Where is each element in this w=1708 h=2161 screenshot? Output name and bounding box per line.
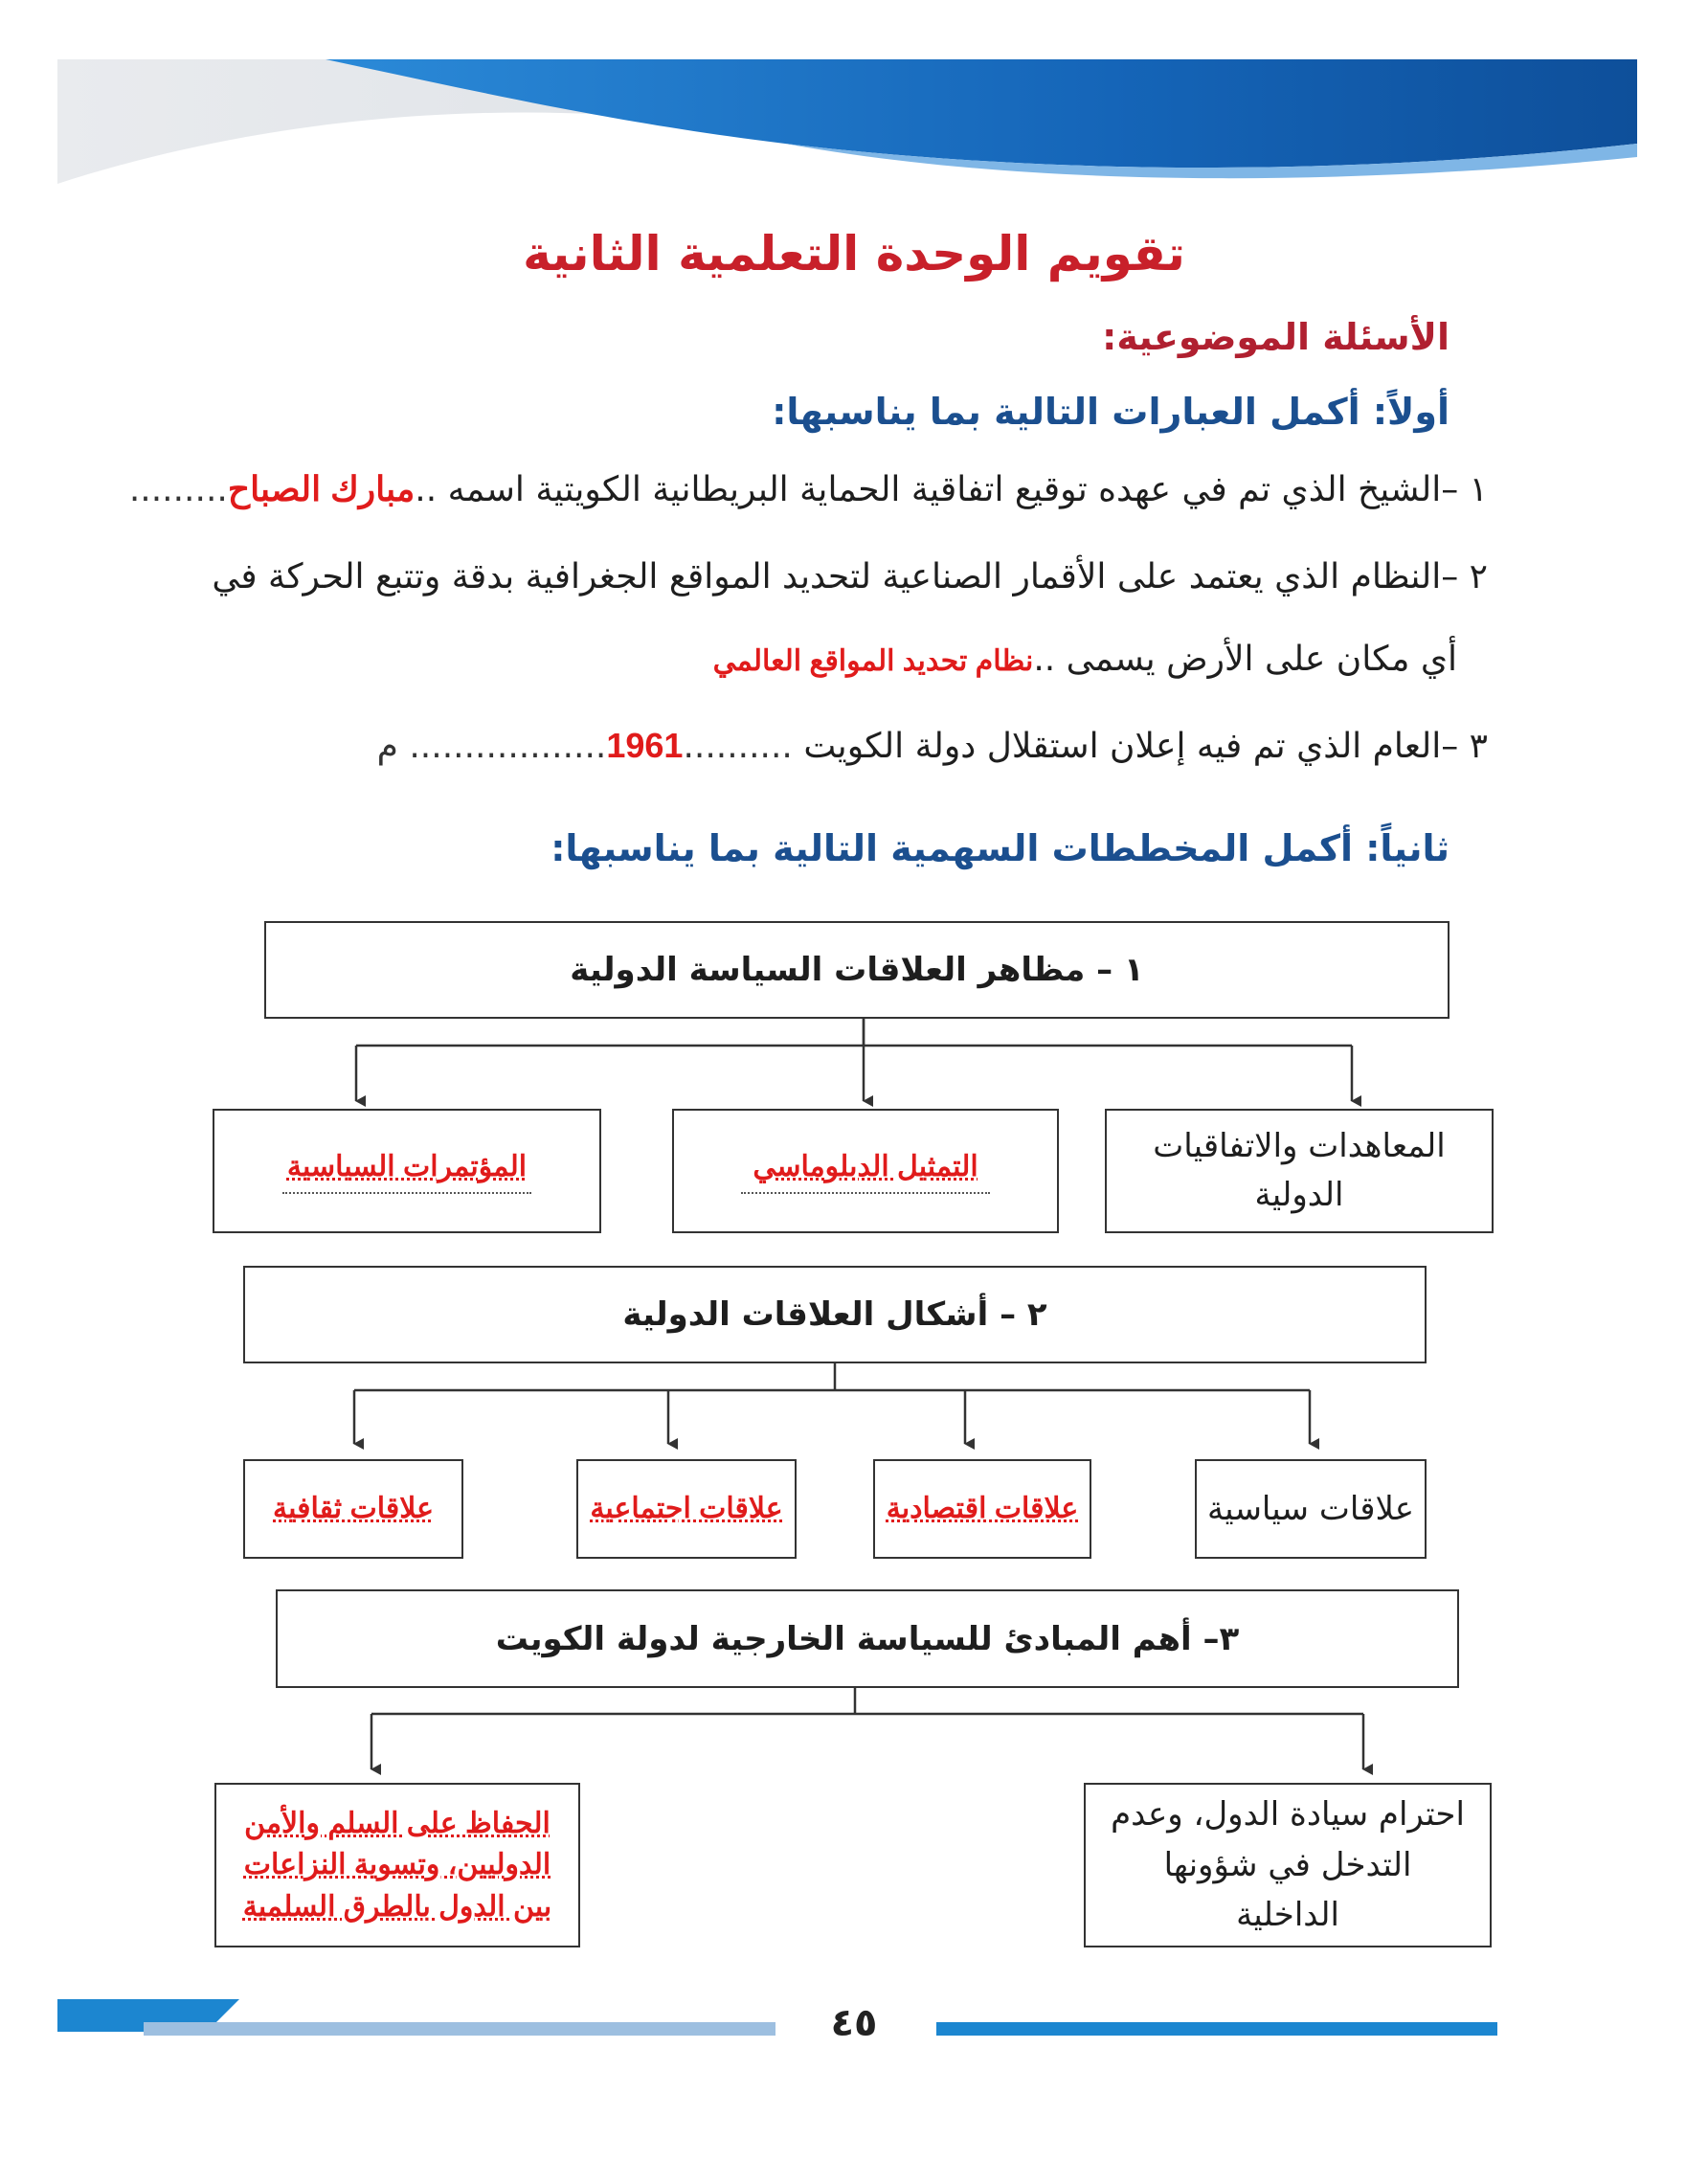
- question-3-lead: ..........: [683, 727, 793, 766]
- diagram3-given-box: احترام سيادة الدول، وعدم التدخل في شؤونها الداخلية: [1084, 1783, 1492, 1947]
- diagram3-answer-box: [214, 1783, 580, 1947]
- diagram2-given-box: علاقات سياسية: [1195, 1459, 1427, 1559]
- diagram2-answer-box-2: [576, 1459, 797, 1559]
- page-title: تقويم الوحدة التعلمية الثانية: [523, 226, 1185, 281]
- question-2-line1: ٢ –النظام الذي يعتمد على الأقمار الصناعية لتحديد المواقع الجغرافية بدقة وتتبع الحركة في: [212, 557, 1488, 597]
- diagram2-answer-1: علاقات اقتصادية: [886, 1492, 1079, 1524]
- diagram1-title-box: ١ – مظاهر العلاقات السياسة الدولية: [264, 921, 1450, 1019]
- diagram2-answer-box-1: [873, 1459, 1091, 1559]
- diagram1-answer-box-1: [672, 1109, 1059, 1233]
- question-3-trail: .................. م: [376, 727, 607, 766]
- question-1-answer: مبارك الصباح: [227, 469, 416, 508]
- diagram1-answer-2: المؤتمرات السياسية: [286, 1150, 528, 1182]
- diagram3-answer: الحفاظ على السلم والأمن الدوليين، وتسوية النزاعات بين الدول بالطرق السلمية: [242, 1807, 552, 1923]
- diagram2-title-box: ٢ – أشكال العلاقات الدولية: [243, 1266, 1427, 1363]
- question-2-text: أي مكان على الأرض يسمى ..: [1033, 640, 1457, 679]
- diagram1-given-box: المعاهدات والاتفاقيات الدولية: [1105, 1109, 1494, 1233]
- objective-questions-heading: الأسئلة الموضوعية:: [1102, 316, 1450, 358]
- section1-heading: أولاً: أكمل العبارات التالية بما يناسبها:: [772, 391, 1450, 433]
- page-number: ٤٥: [830, 2001, 878, 2045]
- diagram3-title-box: ٣– أهم المبادئ للسياسة الخارجية لدولة الكويت: [276, 1589, 1459, 1688]
- question-1-trail: .........: [128, 470, 228, 509]
- diagram2-answer-3: علاقات ثقافية: [273, 1492, 435, 1524]
- diagram2-answer-box-3: [243, 1459, 463, 1559]
- section2-heading: ثانياً: أكمل المخططات السهمية التالية بما يناسبها:: [551, 827, 1450, 869]
- diagram2-answer-2: علاقات اجتماعية: [590, 1492, 783, 1524]
- question-1-text: ١ –الشيخ الذي تم في عهده توقيع اتفاقية الحماية البريطانية الكويتية اسمه ..: [415, 470, 1488, 509]
- question-3-answer: 1961: [606, 726, 684, 765]
- diagram1-answer-1: التمثيل الدبلوماسي: [753, 1150, 978, 1182]
- question-3-text: ٣ –العام الذي تم فيه إعلان استقلال دولة الكويت: [803, 727, 1488, 766]
- question-2-answer: نظام تحديد المواقع العالمي: [712, 645, 1034, 677]
- diagram1-answer-box-2: [213, 1109, 601, 1233]
